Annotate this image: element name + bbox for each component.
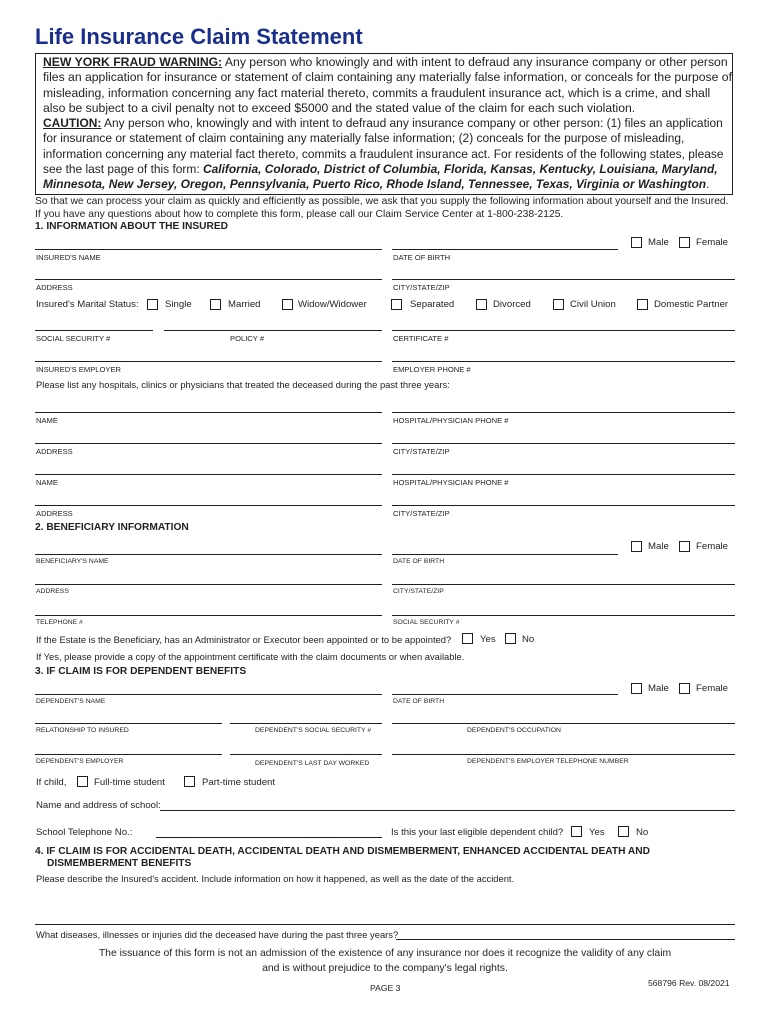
diseases-field[interactable] xyxy=(396,939,735,940)
ny-fraud-warning-heading: NEW YORK FRAUD WARNING: xyxy=(43,55,223,69)
marital-married-checkbox[interactable] xyxy=(210,299,221,310)
physician-phone-label: HOSPITAL/PHYSICIAN PHONE # xyxy=(393,416,509,425)
dependent-occupation-label: DEPENDENT'S OCCUPATION xyxy=(467,727,561,734)
insured-ssn-field[interactable] xyxy=(35,330,153,331)
dependent-male-label: Male xyxy=(648,683,669,694)
marital-widow-label: Widow/Widower xyxy=(298,299,367,310)
marital-widow-checkbox[interactable] xyxy=(282,299,293,310)
dependent-dob-label: DATE OF BIRTH xyxy=(393,698,445,705)
physician-address-label: ADDRESS xyxy=(36,447,73,456)
last-eligible-question: Is this your last eligible dependent child? xyxy=(391,827,564,838)
physician2-address-label: ADDRESS xyxy=(36,509,73,518)
insured-ssn-label: SOCIAL SECURITY # xyxy=(36,334,111,343)
last-eligible-yes-checkbox[interactable] xyxy=(571,826,582,837)
dependent-ssn-label: DEPENDENT'S SOCIAL SECURITY # xyxy=(255,727,372,734)
caution-heading: CAUTION: xyxy=(43,116,102,130)
ny-fraud-warning xyxy=(43,55,735,116)
part-time-student-checkbox[interactable] xyxy=(184,776,195,787)
part-time-student-label: Part-time student xyxy=(202,777,276,788)
employer-phone-label: EMPLOYER PHONE # xyxy=(393,365,471,374)
beneficiary-male-label: Male xyxy=(648,541,669,552)
estate-no-checkbox[interactable] xyxy=(505,633,516,644)
physician-name-label: NAME xyxy=(36,416,58,425)
hospitals-prompt: Please list any hospitals, clinics or physicians that treated the deceased during the past three years: xyxy=(36,379,450,390)
insured-city-field[interactable] xyxy=(392,279,735,280)
beneficiary-female-checkbox[interactable] xyxy=(679,541,690,552)
estate-no-label: No xyxy=(522,634,535,645)
marital-divorced-label: Divorced xyxy=(493,299,531,310)
physician2-city-field[interactable] xyxy=(392,505,735,506)
physician2-phone-field[interactable] xyxy=(392,474,735,475)
beneficiary-telephone-field[interactable] xyxy=(35,615,382,616)
beneficiary-name-label: BENEFICIARY'S NAME xyxy=(36,558,109,565)
last-day-worked-label: DEPENDENT'S LAST DAY WORKED xyxy=(255,760,370,767)
beneficiary-dob-field[interactable] xyxy=(392,554,618,555)
marital-single-label: Single xyxy=(165,299,192,310)
marital-married-label: Married xyxy=(228,299,261,310)
marital-single-checkbox[interactable] xyxy=(147,299,158,310)
section-4-heading: 4. IF CLAIM IS FOR ACCIDENTAL DEATH, ACCIDENTAL DEATH AND DISMEMBERMENT, ENHANCED ACCIDENTAL DEATH AND xyxy=(35,846,651,857)
policy-number-field[interactable] xyxy=(164,330,382,331)
estate-yes-label: Yes xyxy=(480,634,496,645)
beneficiary-female-label: Female xyxy=(696,541,728,552)
physician2-phone-label: HOSPITAL/PHYSICIAN PHONE # xyxy=(393,478,509,487)
diseases-prompt: What diseases, illnesses or injuries did the deceased have during the past three years? xyxy=(36,929,399,940)
marital-status-label: Insured's Marital Status: xyxy=(36,299,139,310)
page-number: PAGE 3 xyxy=(370,983,401,993)
caution-warning xyxy=(43,116,735,192)
beneficiary-ssn-label: SOCIAL SECURITY # xyxy=(393,619,460,626)
beneficiary-city-label: CITY/STATE/ZIP xyxy=(393,588,444,595)
intro-text: So that we can process your claim as quickly and efficiently as possible, we ask that you supply the following information about yourself and the Insured. If you have any questions about how to complete this form, please call our Claim Service Center at 1-800-238-2125. xyxy=(35,196,729,220)
policy-number-label: POLICY # xyxy=(230,334,265,343)
dependent-employer-phone-label: DEPENDENT'S EMPLOYER TELEPHONE NUMBER xyxy=(467,758,629,765)
marital-separated-label: Separated xyxy=(410,299,455,310)
physician-city-field[interactable] xyxy=(392,443,735,444)
full-time-student-checkbox[interactable] xyxy=(77,776,88,787)
last-day-worked-field[interactable] xyxy=(230,754,382,755)
employer-phone-field[interactable] xyxy=(392,361,735,362)
beneficiary-ssn-field[interactable] xyxy=(392,615,735,616)
certificate-number-label: CERTIFICATE # xyxy=(393,334,449,343)
section-3-heading: 3. IF CLAIM IS FOR DEPENDENT BENEFITS xyxy=(35,666,247,677)
full-time-student-label: Full-time student xyxy=(94,777,165,788)
insured-address-field[interactable] xyxy=(35,279,382,280)
physician-city-label: CITY/STATE/ZIP xyxy=(393,447,450,456)
physician-name-field[interactable] xyxy=(35,412,382,413)
accident-description-field[interactable] xyxy=(35,924,735,925)
beneficiary-dob-label: DATE OF BIRTH xyxy=(393,558,445,565)
dependent-employer-label: DEPENDENT'S EMPLOYER xyxy=(36,758,124,765)
school-phone-label: School Telephone No.: xyxy=(36,827,133,838)
dependent-employer-phone-field[interactable] xyxy=(392,754,735,755)
insured-dob-label: DATE OF BIRTH xyxy=(393,253,451,262)
dependent-name-label: DEPENDENT'S NAME xyxy=(36,698,106,705)
marital-domestic-partner-label: Domestic Partner xyxy=(654,299,729,310)
dependent-dob-field[interactable] xyxy=(392,694,618,695)
disclaimer-line1: The issuance of this form is not an admission of the existence of any insurance nor does it recognize the validity of any claim xyxy=(98,948,672,959)
marital-separated-checkbox[interactable] xyxy=(391,299,402,310)
dependent-employer-field[interactable] xyxy=(35,754,222,755)
insured-female-label: Female xyxy=(696,237,728,248)
last-eligible-yes-label: Yes xyxy=(589,827,605,838)
dependent-female-checkbox[interactable] xyxy=(679,683,690,694)
marital-civil-union-label: Civil Union xyxy=(570,299,616,310)
physician2-name-field[interactable] xyxy=(35,474,382,475)
insured-dob-field[interactable] xyxy=(392,249,618,250)
beneficiary-address-label: ADDRESS xyxy=(36,588,69,595)
physician-phone-field[interactable] xyxy=(392,412,735,413)
school-phone-field[interactable] xyxy=(156,837,382,838)
beneficiary-address-field[interactable] xyxy=(35,584,382,585)
accident-describe-prompt: Please describe the Insured's accident. Include information on how it happened, as well as the date of the accident. xyxy=(36,873,515,884)
dependent-name-field[interactable] xyxy=(35,694,382,695)
estate-yes-checkbox[interactable] xyxy=(462,633,473,644)
beneficiary-city-field[interactable] xyxy=(392,584,735,585)
disclaimer-line2: and is without prejudice to the company's legal rights. xyxy=(262,963,508,974)
beneficiary-telephone-label: TELEPHONE # xyxy=(36,619,83,626)
physician2-city-label: CITY/STATE/ZIP xyxy=(393,509,450,518)
caution-text: Any person who, knowingly and with intent to defraud any insurance company or other person: (1) files an application for insurance or statement of claim containing any materially false information; (2) conceals for the purpose of misleading, information concerning any material fact thereto, commits a fraudulent insurance act. For residents of the following states, please see the last page of this form: xyxy=(43,116,724,176)
insured-name-label: INSURED'S NAME xyxy=(36,253,101,262)
insured-male-checkbox[interactable] xyxy=(631,237,642,248)
dependent-occupation-field[interactable] xyxy=(392,723,735,724)
certificate-number-field[interactable] xyxy=(392,330,735,331)
last-eligible-no-label: No xyxy=(636,827,649,838)
physician-address-field[interactable] xyxy=(35,443,382,444)
insured-city-label: CITY/STATE/ZIP xyxy=(393,283,450,292)
insured-name-field[interactable] xyxy=(35,249,382,250)
beneficiary-male-checkbox[interactable] xyxy=(631,541,642,552)
marital-domestic-partner-checkbox[interactable] xyxy=(637,299,648,310)
caution-states: California, Colorado, District of Columbia, Florida, Kansas, Kentucky, Louisiana, Maryland, Minnesota, New Jersey, Oregon, Pennsylvania, Puerto Rico, Rhode Island, Tennessee, Texas, Virginia or Washington xyxy=(43,161,718,192)
form-number: 568796 Rev. 08/2021 xyxy=(648,978,730,988)
insured-employer-label: INSURED'S EMPLOYER xyxy=(36,365,121,374)
school-name-label: Name and address of school: xyxy=(36,800,161,811)
dependent-ssn-field[interactable] xyxy=(230,723,382,724)
estate-note: If Yes, please provide a copy of the appointment certificate with the claim documents or when available. xyxy=(36,651,465,662)
section-2-heading: 2. BENEFICIARY INFORMATION xyxy=(35,522,189,533)
relationship-label: RELATIONSHIP TO INSURED xyxy=(36,727,129,734)
insured-employer-field[interactable] xyxy=(35,361,382,362)
last-eligible-no-checkbox[interactable] xyxy=(618,826,629,837)
caution-end: . xyxy=(706,177,710,192)
physician2-address-field[interactable] xyxy=(35,505,382,506)
form-title: Life Insurance Claim Statement xyxy=(35,24,363,49)
section-1-heading: 1. INFORMATION ABOUT THE INSURED xyxy=(35,221,228,232)
insured-address-label: ADDRESS xyxy=(36,283,73,292)
section-4-heading-line2: DISMEMBERMENT BENEFITS xyxy=(47,858,192,869)
insured-male-label: Male xyxy=(648,237,669,248)
beneficiary-name-field[interactable] xyxy=(35,554,382,555)
marital-divorced-checkbox[interactable] xyxy=(476,299,487,310)
estate-question: If the Estate is the Beneficiary, has an Administrator or Executor been appointed or to be appointed? xyxy=(36,634,452,645)
dependent-male-checkbox[interactable] xyxy=(631,683,642,694)
if-child-label: If child, xyxy=(36,777,67,788)
marital-civil-union-checkbox[interactable] xyxy=(553,299,564,310)
dependent-female-label: Female xyxy=(696,683,728,694)
insured-female-checkbox[interactable] xyxy=(679,237,690,248)
ny-fraud-warning-text: Any person who knowingly and with intent to defraud any insurance company or other person files an application for insurance or statement of claim containing any materially false information, or conceals for the purpose of misleading, information concerning any fact material thereto, commits a fraudulent insurance act, which is a crime, and shall also be subject to a civil penalty not to exceed $5000 and the stated value of the claim for each such violation. xyxy=(43,55,732,115)
physician2-name-label: NAME xyxy=(36,478,58,487)
school-name-field[interactable] xyxy=(160,810,735,811)
relationship-field[interactable] xyxy=(35,723,222,724)
